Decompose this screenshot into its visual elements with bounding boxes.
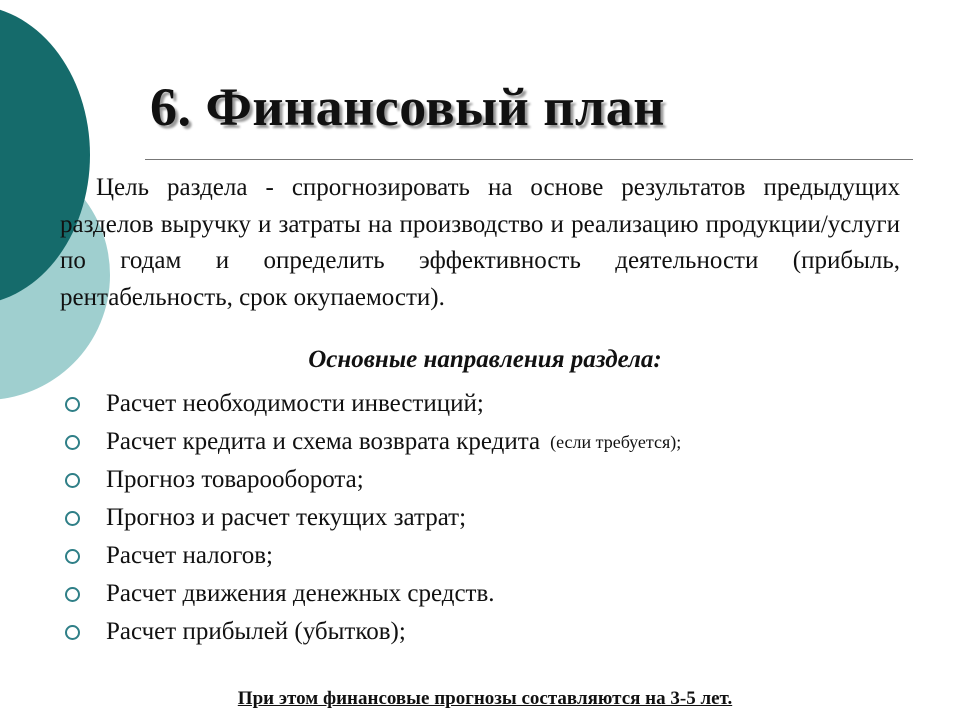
list-item: [65, 613, 681, 651]
list-item-text: Прогноз товарооборота;: [106, 466, 364, 493]
hollow-circle-icon: [65, 511, 80, 526]
list-item-text: Расчет кредита и схема возврата кредита: [106, 428, 541, 455]
hollow-circle-icon: [65, 397, 80, 412]
list-item-text: Расчет необходимости инвестиций;: [106, 390, 484, 417]
list-item: [65, 537, 681, 575]
title-divider: [145, 159, 913, 160]
list-item-text: Прогноз и расчет текущих затрат;: [106, 504, 467, 531]
list-item: [65, 499, 681, 537]
footer-note: При этом финансовые прогнозы составляются на 3-5 лет.: [237, 688, 733, 709]
list-item: [65, 385, 681, 423]
list-item-text: Расчет налогов;: [106, 542, 273, 569]
hollow-circle-icon: [65, 549, 80, 564]
bullet-list: [65, 385, 681, 651]
list-item: [65, 461, 681, 499]
section-heading: Основные направления раздела:: [308, 346, 662, 373]
list-item-text: Расчет движения денежных средств.: [106, 580, 495, 607]
hollow-circle-icon: [65, 473, 80, 488]
hollow-circle-icon: [65, 587, 80, 602]
list-item-text: Расчет прибылей (убытков);: [106, 618, 406, 645]
hollow-circle-icon: [65, 625, 80, 640]
list-item: [65, 423, 681, 461]
list-item-note: (если требуется);: [550, 431, 682, 452]
slide-title: 6. Финансовый план: [150, 77, 665, 137]
intro-paragraph: Цель раздела - спрогнозировать на основе результатов предыдущих разделов выручку и затраты на производство и реализацию продукции/услуги по годам и определить эффективность деятельности (прибыль, рентабельность, срок окупаемости).: [60, 174, 900, 311]
hollow-circle-icon: [65, 435, 80, 450]
list-item: [65, 575, 681, 613]
